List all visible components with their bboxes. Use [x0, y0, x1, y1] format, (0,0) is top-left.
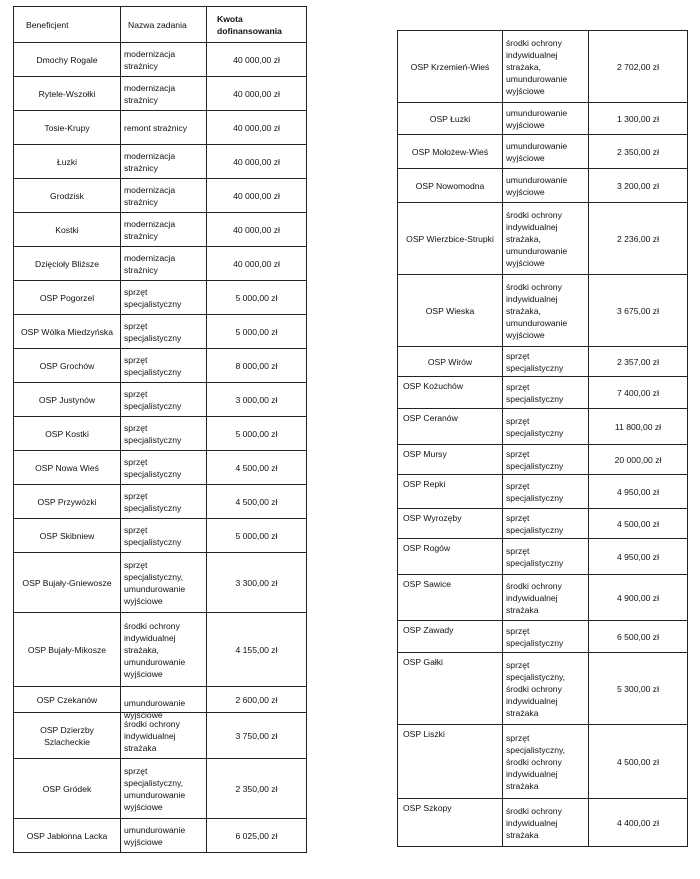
amount-cell: 5 000,00 zł — [207, 315, 307, 349]
beneficiary-cell: OSP Grochów — [14, 349, 121, 383]
amount-cell: 4 155,00 zł — [207, 613, 307, 687]
beneficiary-cell: OSP Przywózki — [14, 485, 121, 519]
task-cell: sprzęt specjalistyczny, środki ochrony indywidualnej strażaka — [506, 732, 566, 791]
task-cell: umundurowanie wyjściowe — [124, 697, 186, 720]
amount-cell: 40 000,00 zł — [207, 213, 307, 247]
beneficiary-cell: Dmochy Rogale — [14, 43, 121, 77]
amount-cell: 4 950,00 zł — [589, 539, 688, 575]
beneficiary-cell: Łuzki — [14, 145, 121, 179]
table-row — [14, 613, 307, 687]
funding-table-left — [13, 6, 307, 853]
beneficiary-cell: OSP Bujały-Mikosze — [14, 613, 121, 687]
amount-cell: 2 357,00 zł — [589, 347, 688, 377]
amount-cell: 3 000,00 zł — [207, 383, 307, 417]
table-row — [398, 509, 688, 539]
task-cell: sprzęt specjalistyczny — [124, 422, 182, 445]
task-cell: sprzęt specjalistyczny — [506, 350, 564, 373]
beneficiary-cell: OSP Kostki — [14, 417, 121, 451]
table-row — [14, 519, 307, 553]
table-row — [398, 621, 688, 653]
funding-table-right — [397, 30, 688, 847]
amount-cell: 40 000,00 zł — [207, 179, 307, 213]
task-cell: modernizacja strażnicy — [124, 252, 176, 275]
amount-cell: 8 000,00 zł — [207, 349, 307, 383]
table-row — [398, 203, 688, 275]
amount-cell: 3 200,00 zł — [589, 169, 688, 203]
amount-cell: 4 500,00 zł — [589, 509, 688, 539]
amount-cell: 4 500,00 zł — [207, 451, 307, 485]
task-cell: modernizacja strażnicy — [124, 48, 176, 71]
task-cell: sprzęt specjalistyczny — [506, 512, 564, 535]
task-cell: umundurowanie wyjściowe — [124, 824, 186, 847]
table-row — [14, 213, 307, 247]
table-header-row — [14, 7, 307, 43]
task-cell: środki ochrony indywidualnej strażaka, umundurowanie wyjściowe — [506, 209, 568, 268]
task-cell: sprzęt specjalistyczny — [506, 545, 564, 568]
task-cell: umundurowanie wyjściowe — [506, 174, 568, 197]
beneficiary-cell: OSP Skibniew — [14, 519, 121, 553]
amount-cell: 2 236,00 zł — [589, 203, 688, 275]
table-row — [398, 475, 688, 509]
table-row — [398, 135, 688, 169]
table-row — [398, 347, 688, 377]
beneficiary-cell: OSP Wierzbice-Strupki — [398, 203, 503, 275]
beneficiary-cell: OSP Nowa Wieś — [14, 451, 121, 485]
beneficiary-cell: OSP Wirów — [398, 347, 503, 377]
task-cell: remont strażnicy — [124, 122, 188, 133]
task-cell: sprzęt specjalistyczny — [124, 286, 182, 309]
amount-cell: 4 900,00 zł — [589, 575, 688, 621]
amount-cell: 6 500,00 zł — [589, 621, 688, 653]
amount-cell: 3 675,00 zł — [589, 275, 688, 347]
task-cell: modernizacja strażnicy — [124, 218, 176, 241]
table-row — [398, 103, 688, 135]
amount-cell: 5 000,00 zł — [207, 417, 307, 451]
beneficiary-cell: OSP Mursy — [398, 445, 503, 475]
task-cell: umundurowanie wyjściowe — [506, 140, 568, 163]
table-row — [14, 349, 307, 383]
task-cell: sprzęt specjalistyczny — [124, 524, 182, 547]
amount-cell: 3 300,00 zł — [207, 553, 307, 613]
amount-cell: 4 500,00 zł — [207, 485, 307, 519]
table-row — [398, 31, 688, 103]
table-row — [398, 653, 688, 725]
task-cell: środki ochrony indywidualnej strażaka — [506, 805, 562, 840]
beneficiary-cell: OSP Ceranów — [398, 409, 503, 445]
task-cell: modernizacja strażnicy — [124, 150, 176, 173]
task-cell: sprzęt specjalistyczny — [124, 490, 182, 513]
task-cell: środki ochrony indywidualnej strażaka, umundurowanie wyjściowe — [124, 620, 186, 679]
beneficiary-cell: Kostki — [14, 213, 121, 247]
task-cell: modernizacja strażnicy — [124, 184, 176, 207]
amount-cell: 4 950,00 zł — [589, 475, 688, 509]
table-row — [14, 145, 307, 179]
amount-cell: 1 300,00 zł — [589, 103, 688, 135]
beneficiary-cell: OSP Repki — [398, 475, 503, 509]
beneficiary-cell: OSP Krzemień-Wieś — [398, 31, 503, 103]
table-row — [398, 539, 688, 575]
table-row — [14, 819, 307, 853]
table-row — [398, 409, 688, 445]
table-row — [398, 799, 688, 847]
task-cell: sprzęt specjalistyczny — [506, 625, 564, 648]
table-row — [398, 445, 688, 475]
task-cell: sprzęt specjalistyczny — [124, 388, 182, 411]
table-row — [14, 247, 307, 281]
task-cell: modernizacja strażnicy — [124, 82, 176, 105]
task-cell: sprzęt specjalistyczny — [506, 480, 564, 503]
table-row — [398, 377, 688, 409]
beneficiary-cell: OSP Dzierzby Szlacheckie — [14, 713, 121, 759]
task-cell: sprzęt specjalistyczny, środki ochrony indywidualnej strażaka — [506, 659, 566, 718]
beneficiary-cell: OSP Liszki — [398, 725, 503, 799]
beneficiary-cell: OSP Zawady — [398, 621, 503, 653]
amount-cell: 2 350,00 zł — [589, 135, 688, 169]
table-row — [398, 275, 688, 347]
table-row — [14, 485, 307, 519]
task-cell: sprzęt specjalistyczny — [124, 320, 182, 343]
table-row — [14, 759, 307, 819]
task-cell: sprzęt specjalistyczny — [124, 456, 182, 479]
beneficiary-cell: Dzięcioły Bliższe — [14, 247, 121, 281]
beneficiary-cell: OSP Nowomodna — [398, 169, 503, 203]
task-cell: środki ochrony indywidualnej strażaka — [124, 718, 180, 753]
amount-cell: 2 600,00 zł — [207, 687, 307, 713]
beneficiary-cell: OSP Rogów — [398, 539, 503, 575]
table-row — [14, 43, 307, 77]
task-cell: sprzęt specjalistyczny — [506, 381, 564, 404]
beneficiary-cell: OSP Łuzki — [398, 103, 503, 135]
beneficiary-cell: OSP Jabłonna Lacka — [14, 819, 121, 853]
amount-cell: 40 000,00 zł — [207, 145, 307, 179]
beneficiary-cell: OSP Czekanów — [14, 687, 121, 713]
table-row — [14, 281, 307, 315]
beneficiary-cell: OSP Wólka Miedzyńska — [14, 315, 121, 349]
amount-cell: 3 750,00 zł — [207, 713, 307, 759]
beneficiary-cell: OSP Wyrozęby — [398, 509, 503, 539]
amount-cell: 4 500,00 zł — [589, 725, 688, 799]
beneficiary-cell: Tosie-Krupy — [14, 111, 121, 145]
task-cell: sprzęt specjalistyczny, umundurowanie wyjściowe — [124, 765, 186, 812]
header-beneficiary: Beneficjent — [14, 7, 121, 43]
table-row — [14, 383, 307, 417]
table-row — [14, 553, 307, 613]
amount-cell: 6 025,00 zł — [207, 819, 307, 853]
beneficiary-cell: Rytele-Wszołki — [14, 77, 121, 111]
task-cell: sprzęt specjalistyczny, umundurowanie wyjściowe — [124, 559, 186, 606]
task-cell: sprzęt specjalistyczny — [506, 448, 564, 471]
task-cell: środki ochrony indywidualnej strażaka, umundurowanie wyjściowe — [506, 37, 568, 96]
amount-cell: 20 000,00 zł — [589, 445, 688, 475]
beneficiary-cell: OSP Justynów — [14, 383, 121, 417]
task-cell: sprzęt specjalistyczny — [506, 415, 564, 438]
amount-cell: 40 000,00 zł — [207, 111, 307, 145]
amount-cell: 2 702,00 zł — [589, 31, 688, 103]
amount-cell: 40 000,00 zł — [207, 43, 307, 77]
beneficiary-cell: OSP Pogorzel — [14, 281, 121, 315]
beneficiary-cell: OSP Wieska — [398, 275, 503, 347]
table-row — [14, 451, 307, 485]
table-row — [14, 315, 307, 349]
task-cell: środki ochrony indywidualnej strażaka — [506, 580, 562, 615]
table-row — [398, 725, 688, 799]
beneficiary-cell: OSP Kożuchów — [398, 377, 503, 409]
table-row — [14, 713, 307, 759]
header-amount: Kwota dofinansowania — [207, 7, 307, 43]
task-cell: środki ochrony indywidualnej strażaka, umundurowanie wyjściowe — [506, 281, 568, 340]
table-row — [14, 111, 307, 145]
amount-cell: 40 000,00 zł — [207, 77, 307, 111]
table-row — [14, 417, 307, 451]
beneficiary-cell: OSP Sawice — [398, 575, 503, 621]
amount-cell: 5 000,00 zł — [207, 519, 307, 553]
amount-cell: 4 400,00 zł — [589, 799, 688, 847]
beneficiary-cell: OSP Mołożew-Wieś — [398, 135, 503, 169]
table-row — [398, 575, 688, 621]
amount-cell: 40 000,00 zł — [207, 247, 307, 281]
table-row — [398, 169, 688, 203]
beneficiary-cell: OSP Szkopy — [398, 799, 503, 847]
beneficiary-cell: OSP Bujały-Gniewosze — [14, 553, 121, 613]
table-row — [14, 179, 307, 213]
beneficiary-cell: Grodzisk — [14, 179, 121, 213]
amount-cell: 11 800,00 zł — [589, 409, 688, 445]
table-row — [14, 77, 307, 111]
table-row — [14, 687, 307, 713]
beneficiary-cell: OSP Gałki — [398, 653, 503, 725]
beneficiary-cell: OSP Gródek — [14, 759, 121, 819]
header-task-name: Nazwa zadania — [121, 7, 207, 43]
task-cell: sprzęt specjalistyczny — [124, 354, 182, 377]
amount-cell: 5 000,00 zł — [207, 281, 307, 315]
amount-cell: 5 300,00 zł — [589, 653, 688, 725]
amount-cell: 7 400,00 zł — [589, 377, 688, 409]
task-cell: umundurowanie wyjściowe — [506, 107, 568, 130]
amount-cell: 2 350,00 zł — [207, 759, 307, 819]
